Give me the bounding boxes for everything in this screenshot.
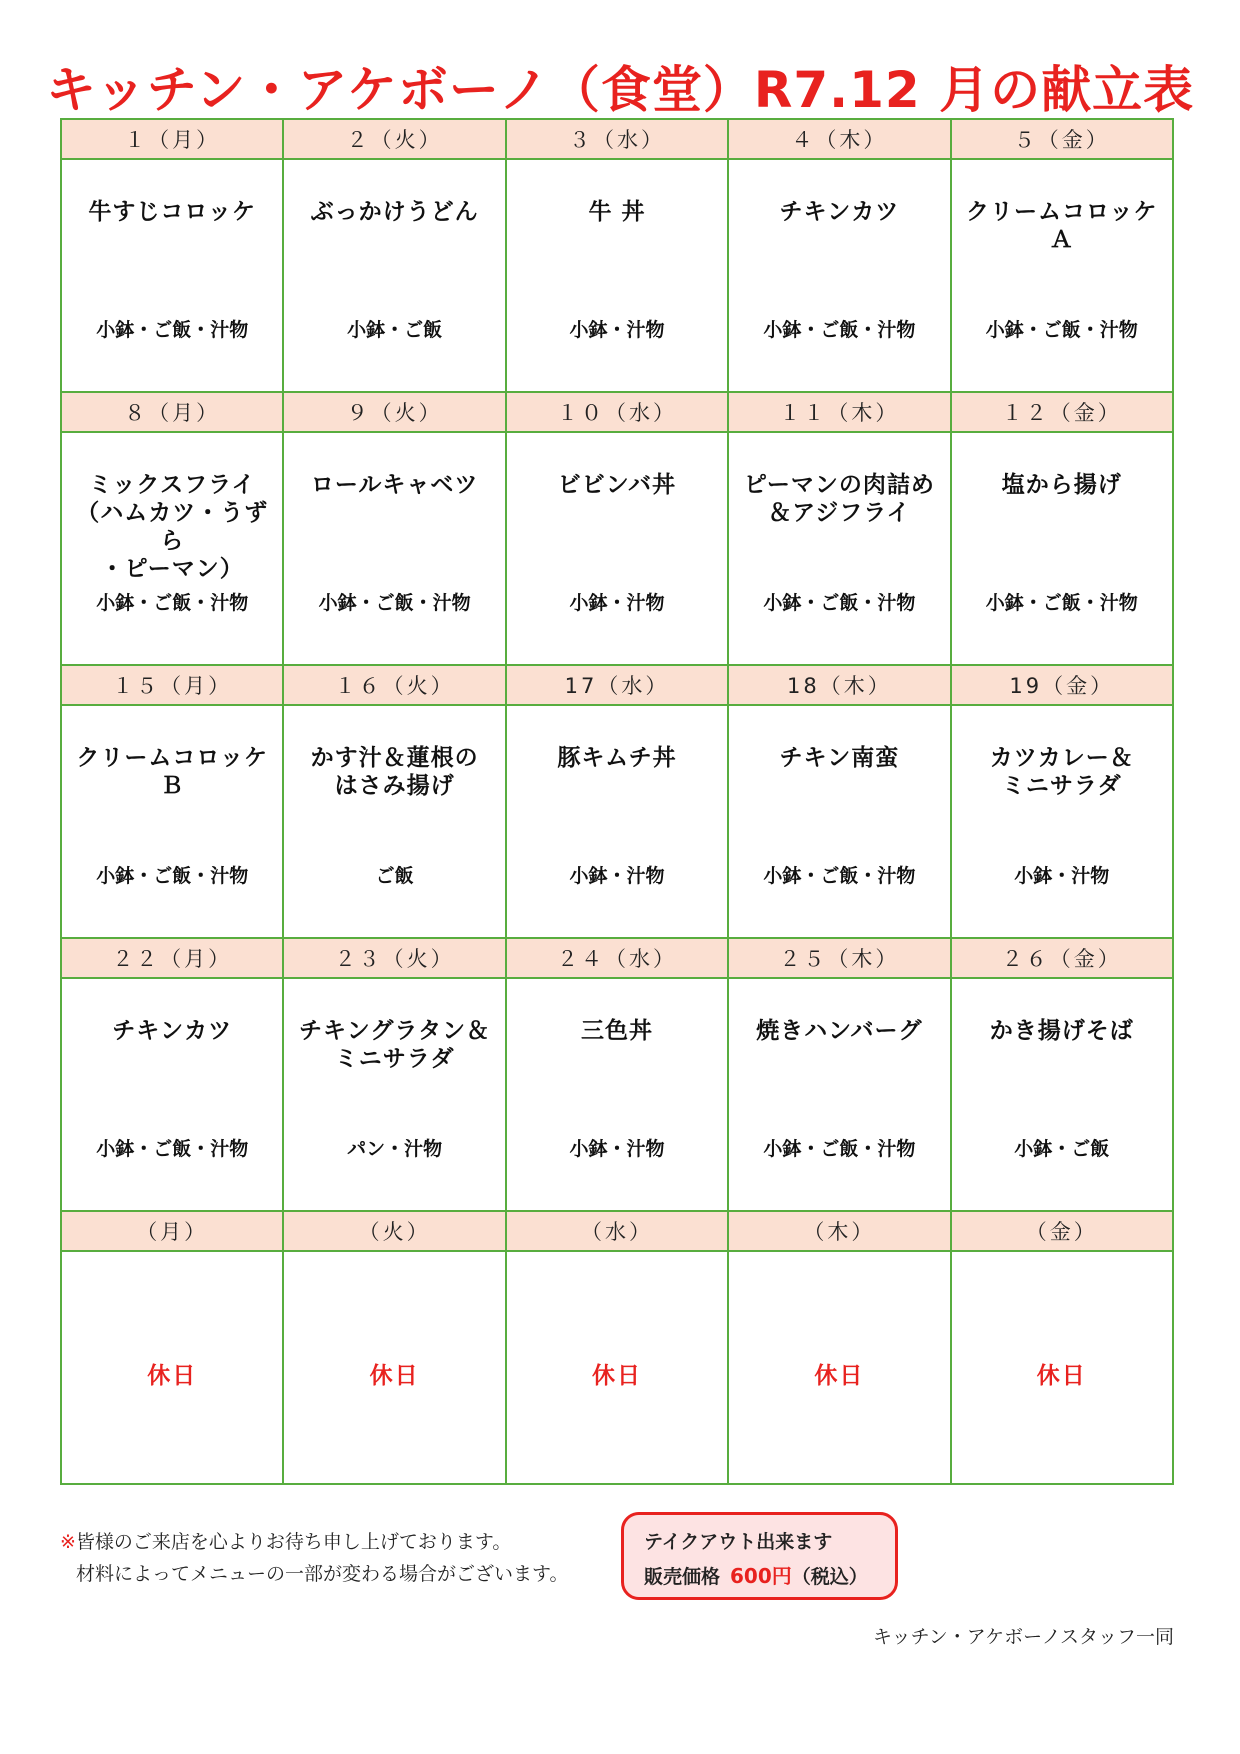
date-row (61, 938, 1173, 978)
menu-cell (951, 705, 1173, 938)
menu-cell (728, 432, 950, 665)
dish-name: クリームコロッケＡ (966, 199, 1158, 253)
date-cell: （月） (61, 1211, 283, 1251)
date-row (61, 1211, 1173, 1251)
date-cell: ２４（水） (506, 938, 728, 978)
date-cell: ２６（金） (951, 938, 1173, 978)
menu-cell (283, 705, 505, 938)
side-dishes: 小鉢・汁物 (1014, 865, 1110, 887)
side-dishes: 小鉢・汁物 (569, 319, 665, 341)
date-cell: １０（水） (506, 392, 728, 432)
note-text-1: 皆様のご来店を心よりお待ち申し上げております。 (75, 1531, 512, 1553)
date-cell: １５（月） (61, 665, 283, 705)
notes (60, 1526, 568, 1590)
dish-name: 三色丼 (580, 1018, 653, 1044)
menu-cell (61, 159, 283, 392)
menu-cell (728, 705, 950, 938)
date-cell: （金） (951, 1211, 1173, 1251)
date-cell: ５（金） (951, 119, 1173, 159)
date-cell: ２５（木） (728, 938, 950, 978)
dish-name: チキンカツ (112, 1018, 233, 1044)
date-cell: （火） (283, 1211, 505, 1251)
menu-cell (506, 432, 728, 665)
menu-row (61, 978, 1173, 1211)
menu-cell (61, 705, 283, 938)
menu-cell (951, 432, 1173, 665)
menu-cell (283, 1251, 505, 1484)
dish-name: 焼きハンバーグ (756, 1018, 923, 1044)
dish-name: カツカレー＆ ミニサラダ (989, 745, 1134, 799)
takeout-title: テイクアウト出来ます (644, 1531, 833, 1553)
dish-name: かき揚げそば (989, 1018, 1134, 1044)
menu-cell (61, 978, 283, 1211)
dish-name: かす汁＆蓮根の はさみ揚げ (310, 745, 479, 799)
menu-cell (728, 1251, 950, 1484)
holiday-label: 休日 (369, 1363, 420, 1389)
date-cell: ８（月） (61, 392, 283, 432)
dish-name: ぶっかけうどん (310, 199, 479, 225)
side-dishes: 小鉢・汁物 (569, 1138, 665, 1160)
menu-cell (951, 978, 1173, 1211)
date-row (61, 665, 1173, 705)
date-cell: ２２（月） (61, 938, 283, 978)
page-title: キッチン・アケボーノ（食堂）R7.12 月の献立表 (45, 61, 1195, 119)
side-dishes: 小鉢・ご飯・汁物 (985, 592, 1138, 614)
dish-name: ピーマンの肉詰め ＆アジフライ (743, 472, 935, 526)
date-cell: （水） (506, 1211, 728, 1251)
staff-signature: キッチン・アケボーノスタッフ一同 (873, 1626, 1174, 1648)
date-row (61, 392, 1173, 432)
date-cell: １２（金） (951, 392, 1173, 432)
dish-name: 塩から揚げ (1001, 472, 1122, 498)
menu-cell (283, 978, 505, 1211)
dish-name: チキン南蛮 (779, 745, 900, 771)
date-cell: （木） (728, 1211, 950, 1251)
menu-cell (506, 705, 728, 938)
price-label: 販売価格 (644, 1566, 721, 1588)
holiday-label: 休日 (591, 1363, 642, 1389)
menu-cell (506, 1251, 728, 1484)
note-line-1 (60, 1526, 568, 1558)
menu-cell (951, 159, 1173, 392)
date-cell: 19（金） (951, 665, 1173, 705)
side-dishes: 小鉢・ご飯・汁物 (96, 1138, 249, 1160)
menu-cell (283, 159, 505, 392)
price-value: 600円 (730, 1564, 792, 1588)
menu-cell (283, 432, 505, 665)
side-dishes: パン・汁物 (347, 1138, 443, 1160)
dish-name: チキンカツ (779, 199, 900, 225)
holiday-label: 休日 (1036, 1363, 1087, 1389)
date-row (61, 119, 1173, 159)
side-dishes: 小鉢・ご飯・汁物 (318, 592, 471, 614)
price-tax: （税込） (791, 1566, 868, 1588)
side-dishes: 小鉢・ご飯・汁物 (763, 865, 916, 887)
holiday-label: 休日 (814, 1363, 865, 1389)
menu-cell (728, 159, 950, 392)
side-dishes: 小鉢・ご飯・汁物 (96, 865, 249, 887)
takeout-price-line (644, 1559, 895, 1594)
dish-name: ロールキャベツ (310, 472, 479, 498)
side-dishes: ご飯 (375, 865, 414, 887)
holiday-label: 休日 (147, 1363, 198, 1389)
date-cell: ２３（火） (283, 938, 505, 978)
takeout-box (621, 1512, 898, 1600)
date-cell: 17（水） (506, 665, 728, 705)
side-dishes: 小鉢・ご飯 (347, 319, 443, 341)
menu-cell (728, 978, 950, 1211)
menu-cell (506, 159, 728, 392)
note-mark: ※ (60, 1531, 76, 1553)
menu-row (61, 159, 1173, 392)
side-dishes: 小鉢・汁物 (569, 592, 665, 614)
side-dishes: 小鉢・汁物 (569, 865, 665, 887)
dish-name: ミックスフライ （ハムカツ・うずら ・ピーマン） (76, 472, 269, 582)
side-dishes: 小鉢・ご飯・汁物 (96, 592, 249, 614)
menu-table (60, 118, 1174, 1485)
side-dishes: 小鉢・ご飯 (1014, 1138, 1110, 1160)
date-cell: １１（木） (728, 392, 950, 432)
dish-name: チキングラタン＆ ミニサラダ (299, 1018, 491, 1072)
dish-name: ビビンバ丼 (557, 472, 677, 498)
menu-cell (951, 1251, 1173, 1484)
date-cell: ３（水） (506, 119, 728, 159)
dish-name: 牛 丼 (588, 199, 646, 225)
date-cell: ４（木） (728, 119, 950, 159)
side-dishes: 小鉢・ご飯・汁物 (96, 319, 249, 341)
date-cell: ２（火） (283, 119, 505, 159)
dish-name: 牛すじコロッケ (88, 199, 256, 225)
note-line-2: 材料によってメニューの一部が変わる場合がございます。 (76, 1563, 569, 1585)
date-cell: 18（木） (728, 665, 950, 705)
dish-name: クリームコロッケＢ (76, 745, 268, 799)
date-cell: ９（火） (283, 392, 505, 432)
menu-row (61, 432, 1173, 665)
menu-cell (61, 1251, 283, 1484)
date-cell: １６（火） (283, 665, 505, 705)
menu-cell (61, 432, 283, 665)
menu-row (61, 705, 1173, 938)
date-cell: １（月） (61, 119, 283, 159)
side-dishes: 小鉢・ご飯・汁物 (763, 592, 916, 614)
dish-name: 豚キムチ丼 (557, 745, 677, 771)
side-dishes: 小鉢・ご飯・汁物 (985, 319, 1138, 341)
menu-cell (506, 978, 728, 1211)
menu-row (61, 1251, 1173, 1484)
side-dishes: 小鉢・ご飯・汁物 (763, 1138, 916, 1160)
side-dishes: 小鉢・ご飯・汁物 (763, 319, 916, 341)
